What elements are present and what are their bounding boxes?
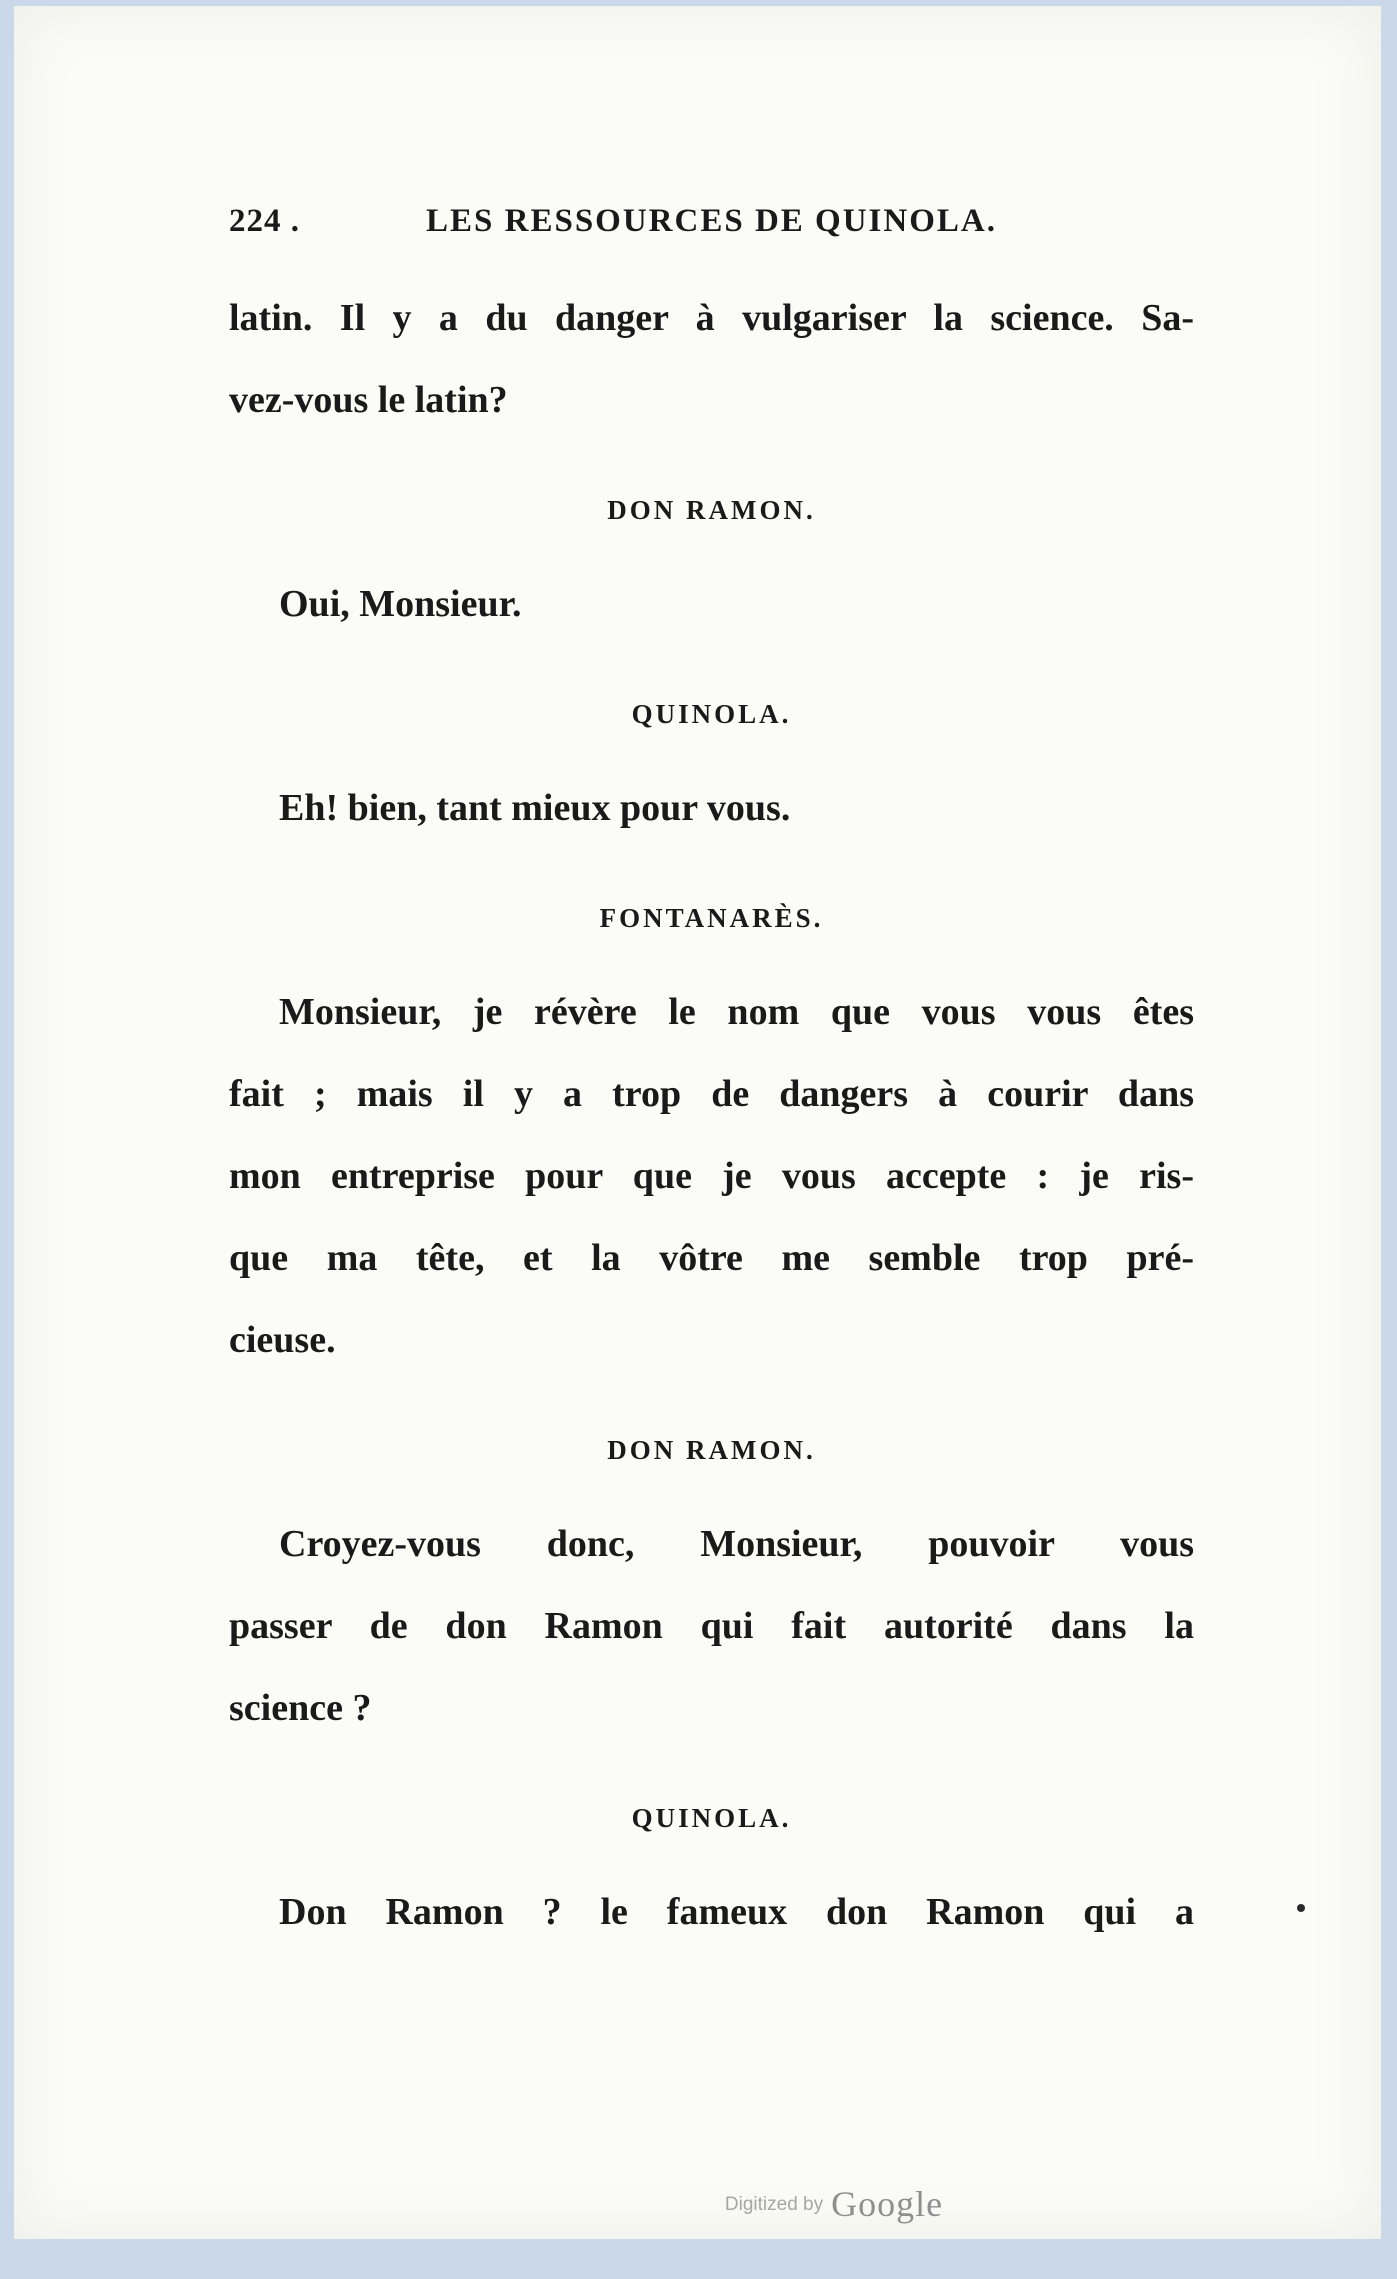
running-title: LES RESSOURCES DE QUINOLA. (426, 203, 997, 239)
page-number: 224 . (229, 203, 300, 239)
text-line: Monsieur, je révère le nom que vous vous êtes (279, 991, 1194, 1033)
text-line: Croyez-vous donc, Monsieur, pouvoir vous (279, 1523, 1194, 1565)
speaker-name: QUINOLA. (631, 1803, 792, 1833)
text-line: que ma tête, et la vôtre me semble trop pré- (229, 1237, 1194, 1279)
book-page (14, 6, 1381, 2239)
dialogue-paragraph (229, 1503, 1194, 1749)
speaker-name: DON RAMON. (607, 495, 816, 525)
text-line: Oui, Monsieur. (279, 583, 522, 625)
text-line: vez-vous le latin? (229, 379, 508, 421)
dialogue-paragraph (229, 563, 1194, 645)
scan-speck (1297, 1904, 1305, 1912)
dialogue-paragraph (229, 1871, 1194, 1953)
dialogue-paragraph (229, 971, 1194, 1381)
dialogue-paragraph (229, 277, 1194, 441)
text-line: mon entreprise pour que je vous accepte : je ris- (229, 1155, 1194, 1197)
text-line: latin. Il y a du danger à vulgariser la science. Sa- (229, 297, 1194, 339)
text-line: fait ; mais il y a trop de dangers à courir dans (229, 1073, 1194, 1115)
google-logo: Google (831, 2184, 944, 2224)
dialogue-paragraph (229, 767, 1194, 849)
page-header (229, 201, 1194, 241)
text-line: science ? (229, 1687, 372, 1729)
text-line: cieuse. (229, 1319, 336, 1361)
speaker-name: DON RAMON. (607, 1435, 816, 1465)
text-line: Eh! bien, tant mieux pour vous. (279, 787, 791, 829)
watermark (725, 2183, 943, 2225)
speaker-name: FONTANARÈS. (599, 903, 824, 933)
text-line: passer de don Ramon qui fait autorité dans la (229, 1605, 1194, 1647)
watermark-text: Digitized by (724, 2194, 824, 2215)
page-text-block (229, 201, 1194, 1989)
speaker-name: QUINOLA. (631, 699, 792, 729)
text-line: Don Ramon ? le fameux don Ramon qui a (279, 1891, 1194, 1933)
